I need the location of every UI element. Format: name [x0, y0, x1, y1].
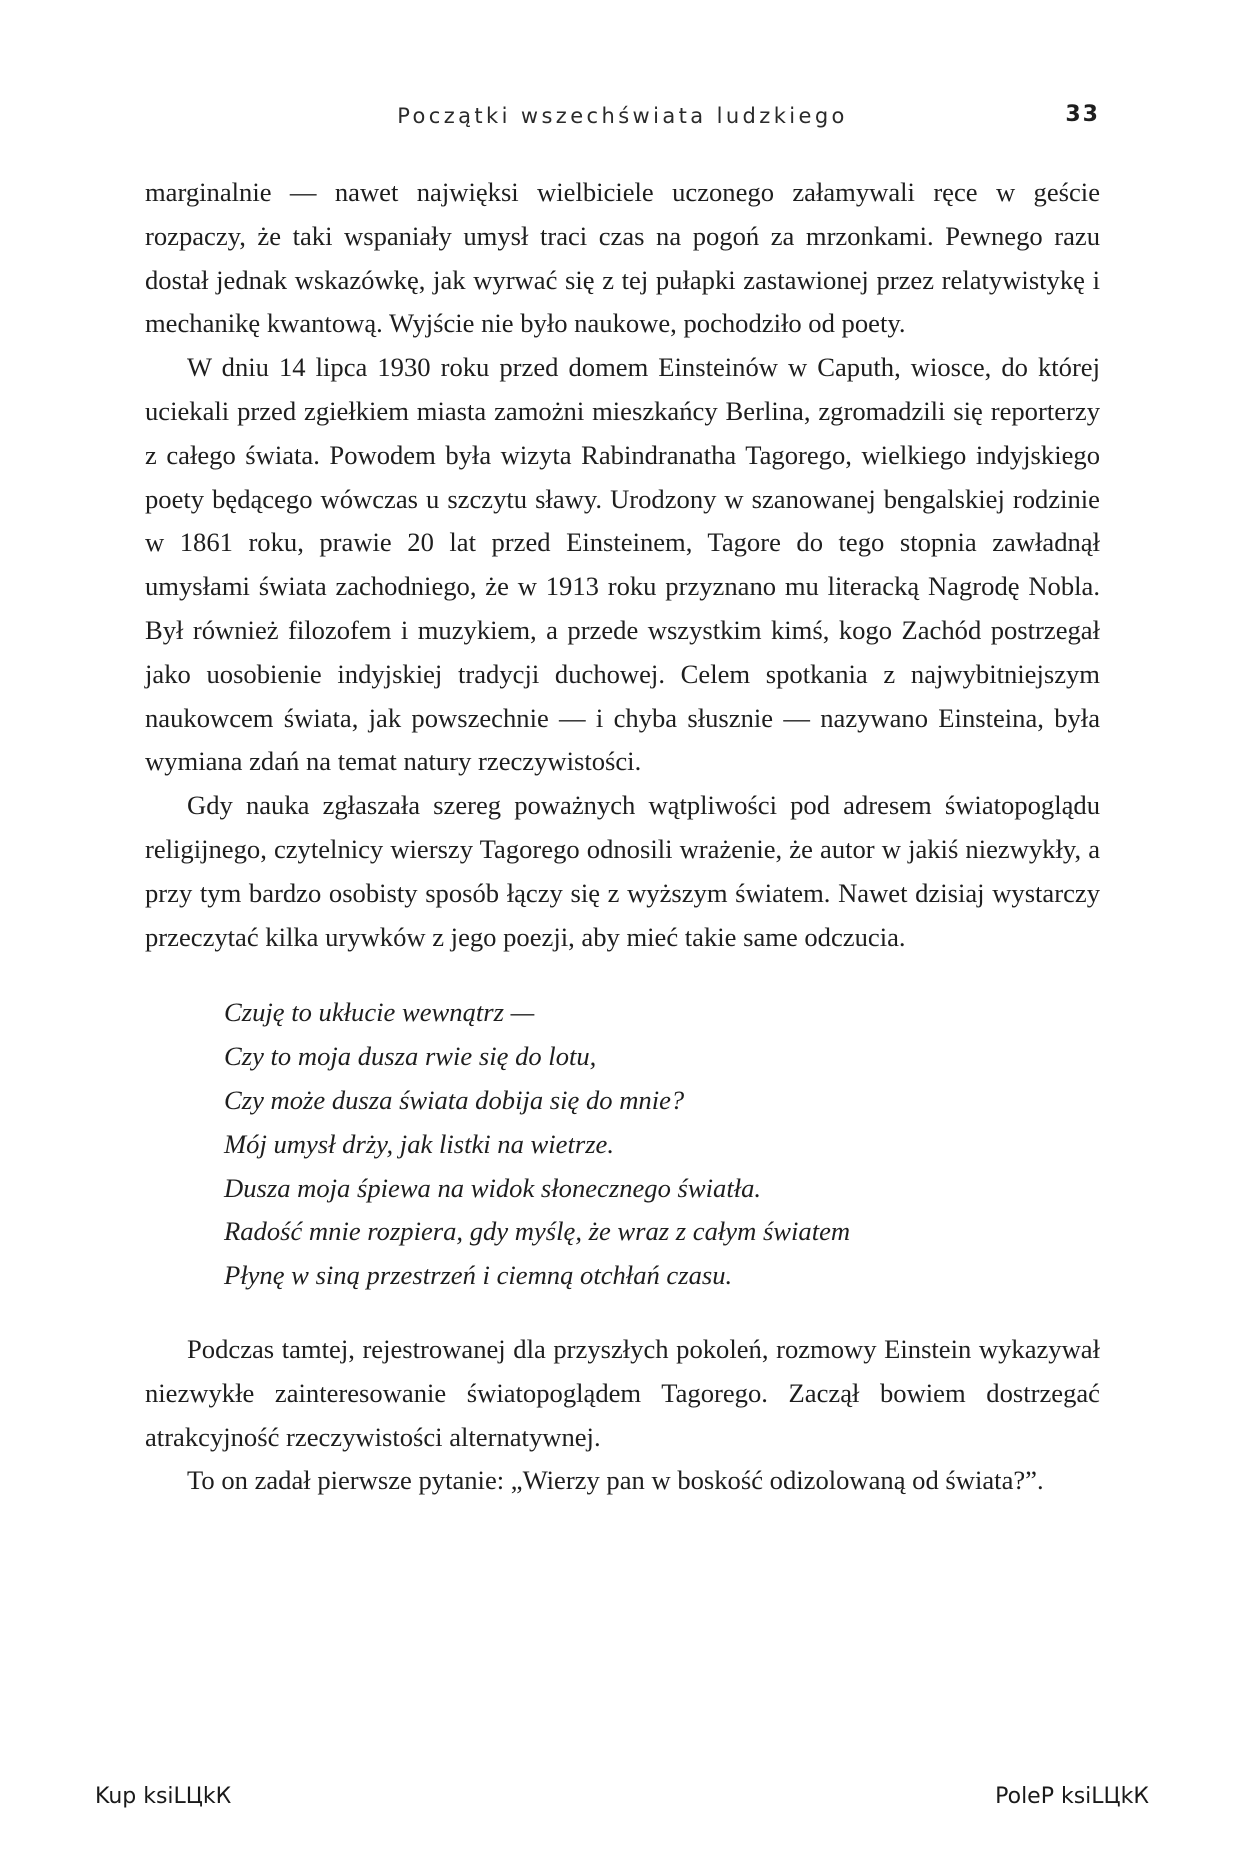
poem-line: Dusza moja śpiewa na widok słonecznego światła. [224, 1172, 762, 1203]
running-header [145, 104, 1100, 134]
poem-line: Czy może dusza świata dobija się do mnie? [224, 1084, 685, 1115]
page-number: 33 [1065, 102, 1100, 127]
paragraph: Gdy nauka zgłaszała szereg poważnych wątpliwości pod adresem światopoglądu religijnego, czytelnicy wierszy Tagorego odnosili wrażenie, że autor w jakiś niezwykły, a przy tym bardzo osobisty sposób łączy się z wyższym światem. Nawet dzisiaj wystarczy przeczytać kilka urywków z jego poezji, aby mieć takie same odczucia. [145, 790, 1100, 952]
body-text [145, 171, 1100, 1503]
poem-line: Czy to moja dusza rwie się do lotu, [224, 1041, 597, 1072]
poem-line: Czuję to ukłucie wewnątrz — [224, 997, 535, 1028]
paragraph: marginalnie — nawet najwięksi wielbiciele uczonego załamywali ręce w geście rozpaczy, że taki wspaniały umysł traci czas na pogoń za mrzonkami. Pewnego razu dostał jednak wskazówkę, jak wyrwać się z tej pułapki zastawionej przez relatywistykę i mechanikę kwantową. Wyjście nie było naukowe, pochodziło od poety. [145, 177, 1100, 339]
poem-line: Mój umysł drży, jak listki na wietrze. [224, 1128, 615, 1159]
paragraph: W dniu 14 lipca 1930 roku przed domem Einsteinów w Caputh, wiosce, do której uciekali przed zgiełkiem miasta zamożni mieszkańcy Berlina, zgromadzili się reporterzy z całego świata. Powodem była wizyta Rabindranatha Tagorego, wielkiego indyjskiego poety będącego wówczas u szczytu sławy. Urodzony w szanowanej bengalskiej rodzinie w 1861 roku, prawie 20 lat przed Einsteinem, Tagore do tego stopnia zawładnął umysłami świata zachodniego, że w 1913 roku przyznano mu literacką Nagrodę Nobla. Był również filozofem i muzykiem, a przede wszystkim kimś, kogo Zachód postrzegał jako uosobienie indyjskiej tradycji duchowej. Celem spotkania z najwybitniejszym naukowcem świata, jak powszechnie — i chyba słusznie — nazywano Einsteina, była wymiana zdań na temat natury rzeczywistości. [145, 352, 1100, 777]
poem-quote [224, 991, 1100, 1298]
paragraph: Podczas tamtej, rejestrowanej dla przyszłych pokoleń, rozmowy Einstein wykazywał niezwykłe zainteresowanie światopoglądem Tagorego. Zaczął bowiem dostrzegać atrakcyjność rzeczywistości alternatywnej. [145, 1333, 1100, 1452]
paragraph: To on zadał pierwsze pytanie: „Wierzy pan w boskość odizolowaną od świata?”. [187, 1465, 1044, 1496]
buy-book-link[interactable]: Kup ksiLЦkК [95, 1784, 232, 1809]
running-title: Początki wszechświata ludzkiego [397, 104, 848, 128]
recommend-book-link[interactable]: PoleР ksiLЦkК [995, 1784, 1149, 1809]
poem-line: Płynę w siną przestrzeń i ciemną otchłań czasu. [224, 1260, 733, 1291]
poem-line: Radość mnie rozpiera, gdy myślę, że wraz z całym światem [224, 1216, 851, 1247]
